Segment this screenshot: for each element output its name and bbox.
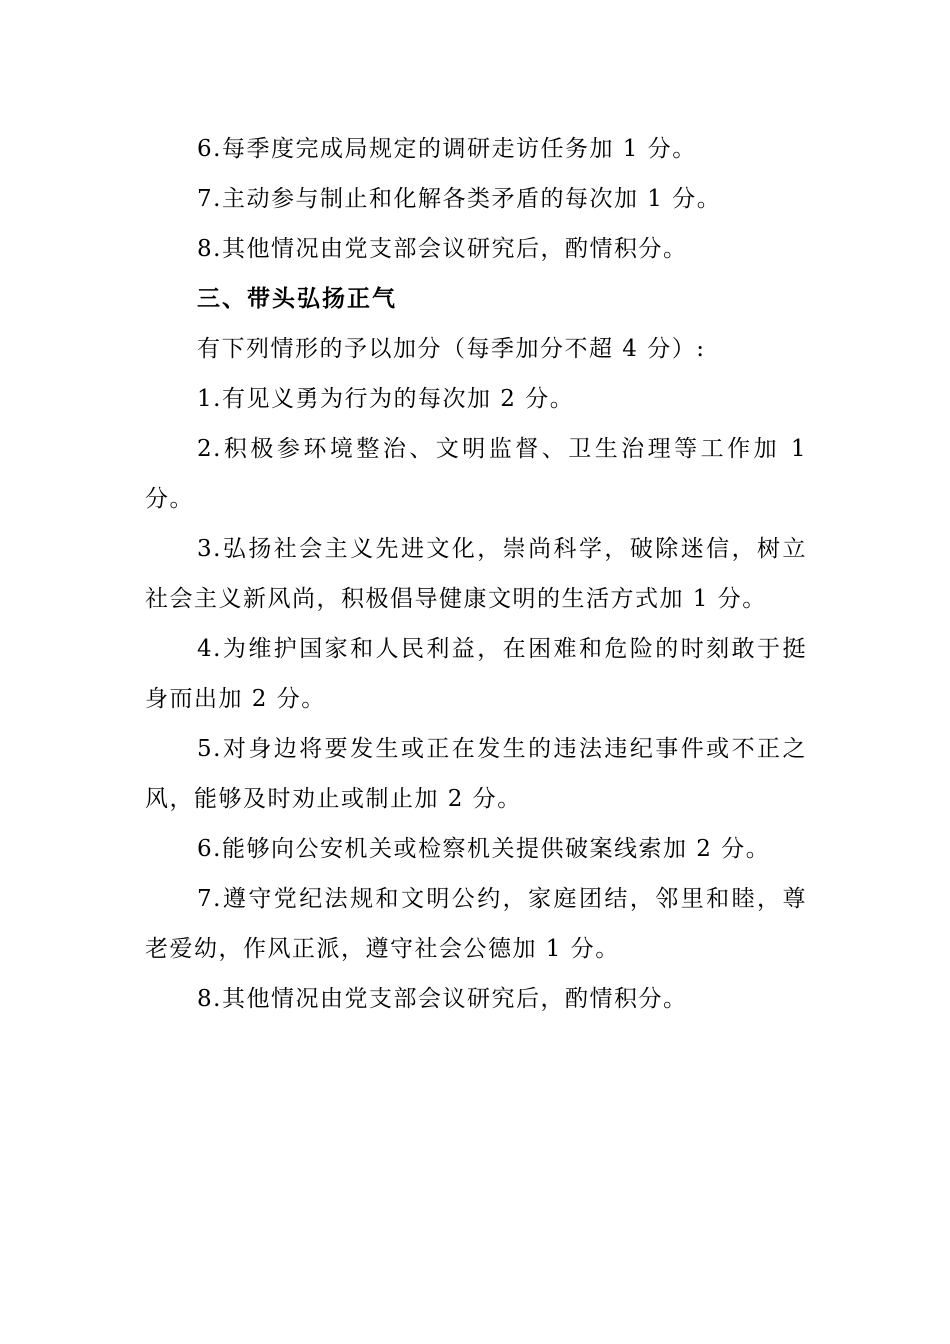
- section-heading: 三、带头弘扬正气: [197, 286, 397, 312]
- list-item: 5.对身边将要发生或正在发生的违法违纪事件或不正之风，能够及时劝止或制止加 2 分。: [145, 736, 807, 812]
- list-item: 6.每季度完成局规定的调研走访任务加 1 分。: [197, 136, 697, 162]
- list-item: 2.积极参环境整治、文明监督、卫生治理等工作加 1 分。: [145, 436, 807, 512]
- list-item: 3.弘扬社会主义先进文化，崇尚科学，破除迷信，树立社会主义新风尚，积极倡导健康文明的生活方式加 1 分。: [145, 536, 807, 612]
- list-item: 6.能够向公安机关或检察机关提供破案线索加 2 分。: [197, 836, 771, 862]
- list-item: 4.为维护国家和人民利益，在困难和危险的时刻敢于挺身而出加 2 分。: [145, 636, 807, 712]
- list-item: 1.有见义勇为行为的每次加 2 分。: [197, 386, 575, 412]
- document-body: [145, 124, 807, 1024]
- list-item: 8.其他情况由党支部会议研究后，酌情积分。: [197, 236, 688, 262]
- list-item: 7.遵守党纪法规和文明公约，家庭团结，邻里和睦，尊老爱幼，作风正派，遵守社会公德加 1 分。: [145, 886, 807, 962]
- list-item: 7.主动参与制止和化解各类矛盾的每次加 1 分。: [197, 186, 722, 212]
- section-intro: 有下列情形的予以加分（每季加分不超 4 分）:: [197, 336, 706, 362]
- list-item: 8.其他情况由党支部会议研究后，酌情积分。: [197, 986, 688, 1012]
